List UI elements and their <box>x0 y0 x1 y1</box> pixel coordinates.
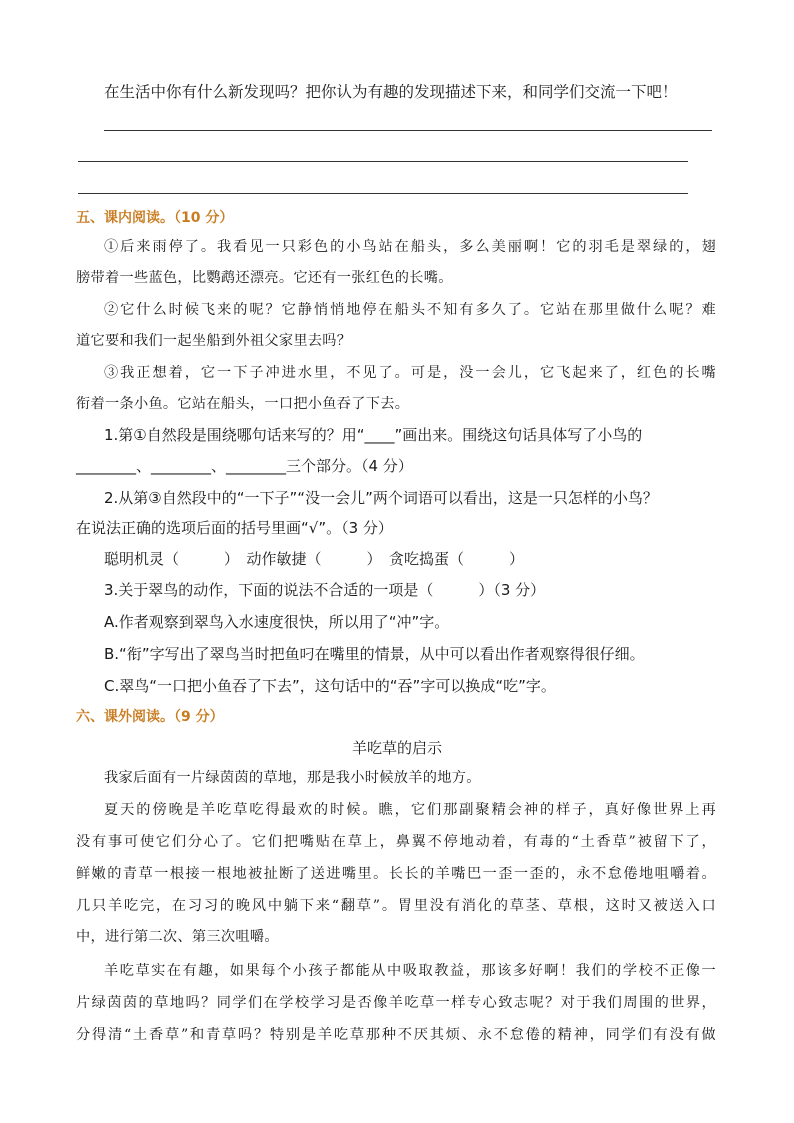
question-3-line-1: 3.关于翠鸟的动作，下面的说法不合适的一项是（ ）（3 分） <box>104 581 546 599</box>
passage-paragraph-2a: 夏天的傍晚是羊吃草吃得最欢的时候。瞧，它们那副聚精会神的样子，真好像世界上再 <box>104 802 716 818</box>
answer-line-2[interactable] <box>78 161 688 162</box>
question-3-option-b: B.“衔”字写出了翠鸟当时把鱼叼在嘴里的情景，从中可以看出作者观察得很仔细。 <box>104 645 645 663</box>
question-1-line-2[interactable]: ________、________、________三个部分。（4 分） <box>76 457 413 475</box>
passage-paragraph-2c: 鲜嫩的青草一根接一根地被扯断了送进嘴里。长长的羊嘴巴一歪一歪的，永不怠倦地咀嚼着。 <box>76 866 716 882</box>
passage-paragraph-2e: 中，进行第二次、第三次咀嚼。 <box>76 929 279 945</box>
reading-paragraph-2a: ②它什么时候飞来的呢？它静悄悄地停在船头不知有多久了。它站在那里做什么呢？难 <box>104 302 716 318</box>
question-2-options[interactable]: 聪明机灵（ ） 动作敏捷（ ） 贪吃捣蛋（ ） <box>104 550 525 568</box>
question-1-line-1: 1.第①自然段是围绕哪句话来写的？用“____”画出来。围绕这句话具体写了小鸟的 <box>104 426 643 444</box>
passage-paragraph-2b: 没有事可使它们分心了。它们把嘴贴在草上，鼻翼不停地动着，有毒的“土香草”被留下了， <box>76 834 716 850</box>
question-3-option-a: A.作者观察到翠鸟入水速度很快，所以用了“冲”字。 <box>104 613 450 631</box>
passage-title: 羊吃草的启示 <box>351 739 442 757</box>
reading-paragraph-3b: 衔着一条小鱼。它站在船头，一口把小鱼吞了下去。 <box>76 396 410 412</box>
passage-paragraph-2d: 几只羊吃完，在习习的晚风中躺下来“翻草”。胃里没有消化的草茎、草根，这时又被送入口 <box>76 898 716 914</box>
reading-paragraph-1b: 膀带着一些蓝色，比鹦鹉还漂亮。它还有一张红色的长嘴。 <box>76 270 453 286</box>
reading-paragraph-3a: ③我正想着，它一下子冲进水里，不见了。可是，没一会儿，它飞起来了，红色的长嘴 <box>104 365 716 381</box>
passage-paragraph-3b: 片绿茵茵的草地吗？同学们在学校学习是否像羊吃草一样专心致志呢？对于我们周围的世界， <box>76 995 716 1011</box>
section-5-heading: 五、课内阅读。（10 分） <box>76 210 234 226</box>
section-6-heading: 六、课外阅读。（9 分） <box>76 709 224 725</box>
intro-prompt: 在生活中你有什么新发现吗？把你认为有趣的发现描述下来，和同学们交流一下吧！ <box>104 83 678 101</box>
passage-paragraph-3c: 分得清“土香草”和青草吗？特别是羊吃草那种不厌其烦、永不怠倦的精神，同学们有没有做 <box>76 1027 716 1043</box>
passage-paragraph-3a: 羊吃草实在有趣，如果每个小孩子都能从中吸取教益，那该多好啊！我们的学校不正像一 <box>104 963 716 979</box>
reading-paragraph-2b: 道它要和我们一起坐船到外祖父家里去吗？ <box>76 333 352 349</box>
question-2-line-1: 2.从第③自然段中的“一下子”“没一会儿”两个词语可以看出，这是一只怎样的小鸟？ <box>104 489 658 507</box>
answer-line-1[interactable] <box>104 130 712 131</box>
question-3-option-c: C.翠鸟“一口把小鱼吞了下去”，这句话中的“吞”字可以换成“吃”字。 <box>104 677 556 695</box>
reading-paragraph-1a: ①后来雨停了。我看见一只彩色的小鸟站在船头，多么美丽啊！它的羽毛是翠绿的，翅 <box>104 239 716 255</box>
question-2-line-2: 在说法正确的选项后面的括号里画“√”。（3 分） <box>76 519 393 537</box>
passage-paragraph-1: 我家后面有一片绿茵茵的草地，那是我小时候放羊的地方。 <box>104 770 481 786</box>
answer-line-3[interactable] <box>78 193 688 194</box>
